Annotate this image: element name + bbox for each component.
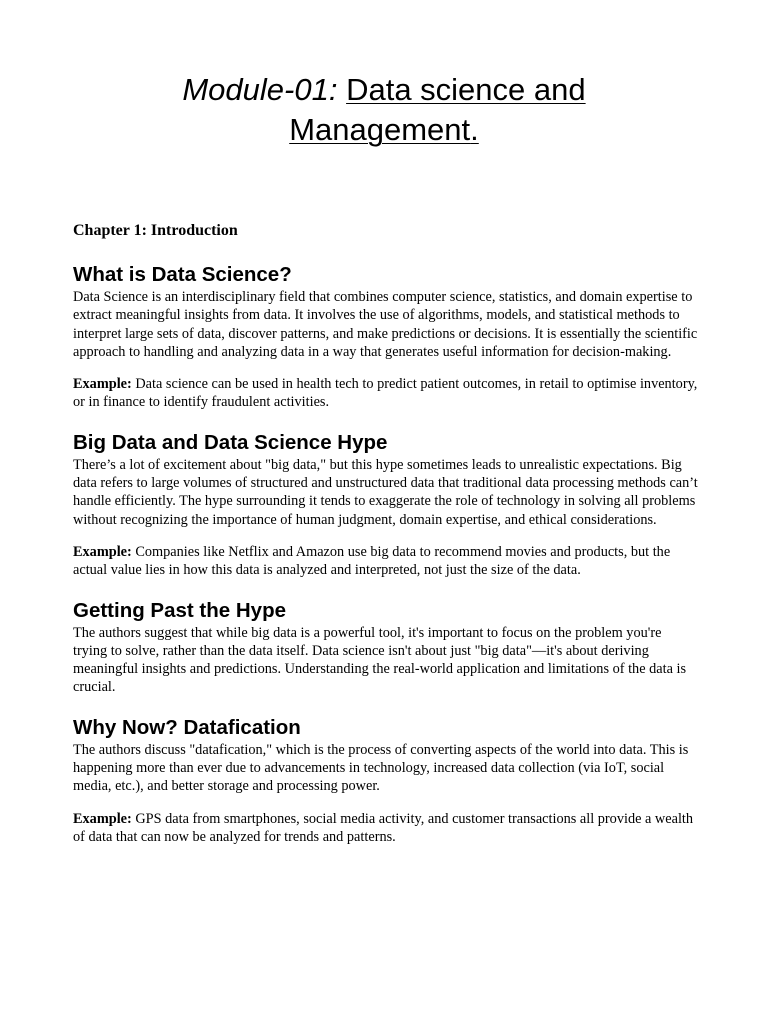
chapter-heading: Chapter 1: Introduction — [73, 222, 238, 239]
example-text: GPS data from smartphones, social media activity, and customer transactions all provide a wealth of data that can now be analyzed for trends and patterns. — [73, 810, 694, 845]
example-paragraph — [73, 543, 698, 580]
module-title-line2: Management — [289, 112, 471, 147]
module-title-period: . — [470, 112, 479, 147]
example-text: Data science can be used in health tech to predict patient outcomes, in retail to optimise inventory, or in finance to identify fraudulent activities. — [73, 376, 698, 411]
section-paragraph: The authors suggest that while big data is a powerful tool, it's important to focus on the problem you're trying to solve, rather than the data itself. Data science isn't about just "big data"—it's about deriving meaningful insights and predictions. Understanding the real-world application and limitations of the data is crucial. — [73, 624, 687, 696]
section-paragraph: The authors discuss "datafication," which is the process of converting aspects of the world into data. This is happening more than ever due to advancements in technology, increased data collection (via IoT, social media, etc.), and better storage and processing power. — [73, 741, 689, 795]
example-label: Example: — [73, 376, 132, 393]
section-paragraph: Data Science is an interdisciplinary field that combines computer science, statistics, and domain expertise to extract meaningful insights from data. It involves the use of algorithms, models, and statistical methods to interpret large sets of data, discover patterns, and make predictions or decisions. It is essentially the scientific approach to handling and analyzing data in a way that generates useful information for decision-making. — [73, 289, 698, 360]
module-title — [0, 70, 768, 150]
module-title-line1: Data science and — [346, 72, 586, 107]
section-paragraph: There’s a lot of excitement about "big data," but this hype sometimes leads to unrealistic expectations. Big data refers to large volumes of structured and unstructured data that traditional data processing methods can’t handle efficiently. The hype surrounding it tends to exaggerate the role of technology in solving all problems without recognizing the importance of human judgment, domain expertise, and ethical considerations. — [73, 456, 698, 528]
example-label: Example: — [73, 543, 132, 560]
section-heading: Getting Past the Hype — [73, 598, 287, 622]
document-body — [73, 220, 698, 864]
example-paragraph — [73, 810, 698, 847]
section-heading: Big Data and Data Science Hype — [73, 430, 388, 454]
section-heading: Why Now? Datafication — [73, 715, 301, 739]
section-heading: What is Data Science? — [73, 263, 292, 286]
example-paragraph — [73, 375, 698, 412]
example-label: Example: — [73, 810, 132, 827]
module-prefix: Module-01: — [182, 72, 338, 107]
example-text: Companies like Netflix and Amazon use big data to recommend movies and products, but the actual value lies in how this data is analyzed and interpreted, not just the size of the data. — [73, 543, 671, 579]
